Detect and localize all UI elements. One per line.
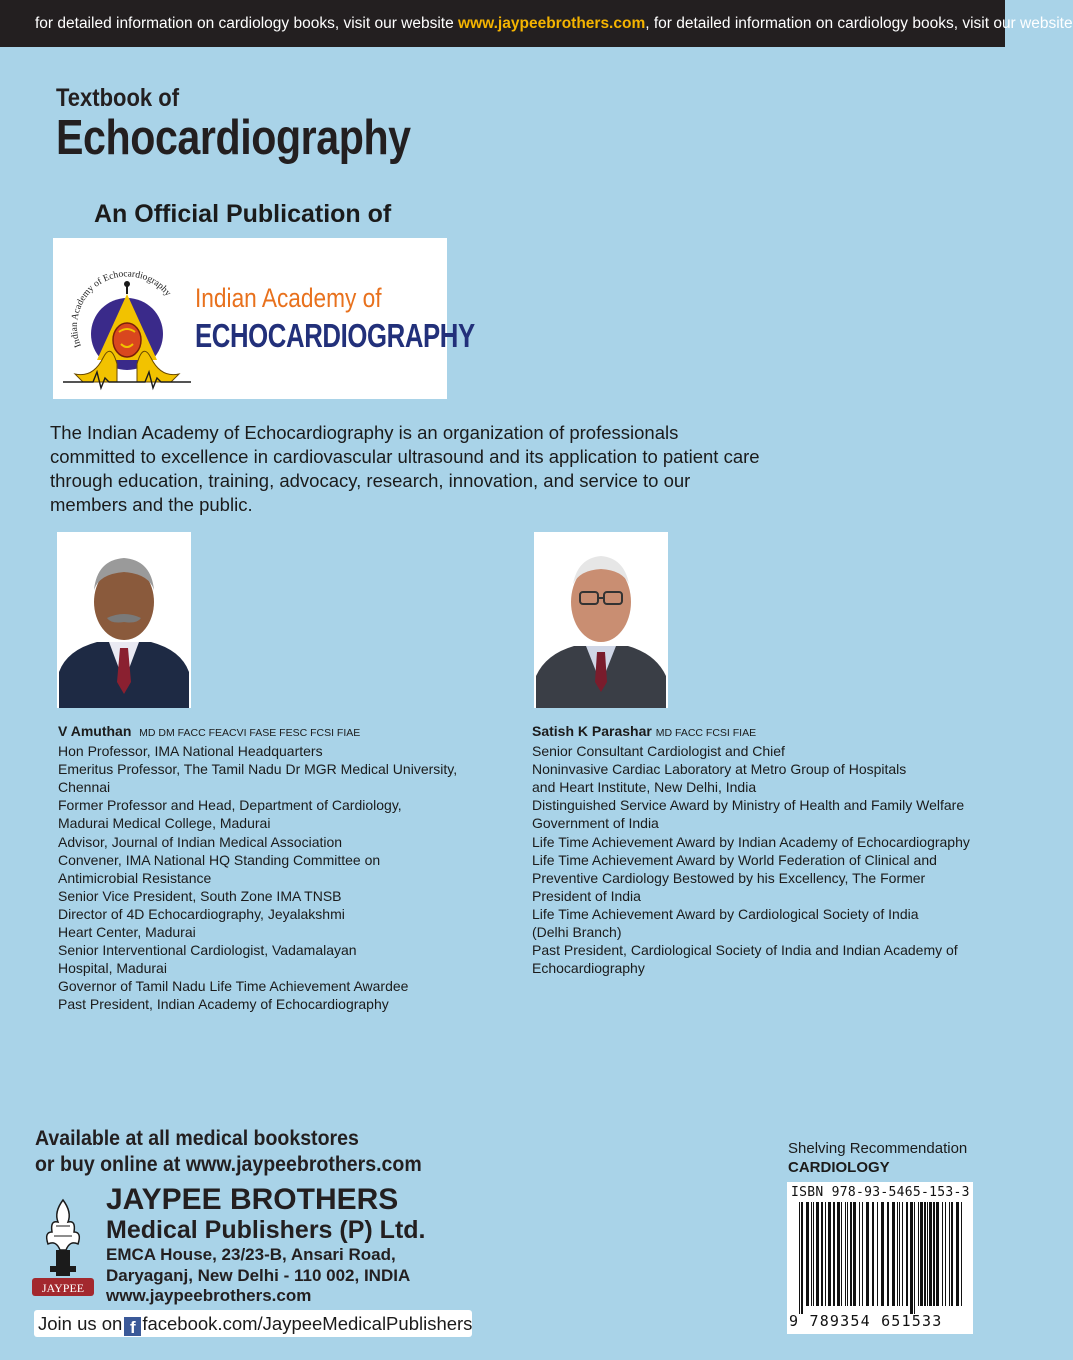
publisher-subtitle: Medical Publishers (P) Ltd.	[106, 1216, 426, 1244]
author-portrait-icon	[534, 532, 668, 708]
barcode-bar	[897, 1202, 898, 1306]
bio-line: Preventive Cardiology Bestowed by his Excellency, The Former	[532, 869, 926, 886]
banner-url[interactable]: www.jaypeebrothers.com	[458, 15, 646, 32]
bio-line: Senior Interventional Cardiologist, Vadamalayan	[58, 942, 357, 959]
author-photo-parashar	[534, 532, 668, 708]
availability-line: Available at all medical bookstores	[35, 1127, 359, 1150]
barcode-bar	[899, 1202, 900, 1306]
barcode-bar	[945, 1202, 946, 1306]
book-title: Echocardiography	[56, 111, 411, 165]
barcode-bar	[841, 1202, 842, 1306]
academy-emblem-icon	[63, 246, 191, 394]
bio-line: and Heart Institute, New Delhi, India	[532, 779, 757, 796]
book-title-prefix: Textbook of	[56, 84, 180, 112]
publisher-address-line: EMCA House, 23/23-B, Ansari Road,	[106, 1245, 396, 1264]
facebook-join-bar[interactable]	[34, 1310, 472, 1337]
bio-line: Director of 4D Echocardiography, Jeyalakshmi	[58, 905, 345, 922]
barcode-bar	[927, 1202, 928, 1306]
barcode-bar	[837, 1202, 840, 1306]
barcode-bar	[920, 1202, 923, 1306]
barcode-bar	[887, 1202, 889, 1306]
barcode-bar	[936, 1202, 939, 1306]
barcode-bar	[801, 1202, 803, 1314]
barcode-bar	[949, 1202, 950, 1306]
isbn-barcode	[787, 1182, 973, 1334]
barcode-bar	[847, 1202, 848, 1306]
barcode-bar	[877, 1202, 878, 1306]
bio-line: Chennai	[58, 779, 111, 796]
author-bio-parashar	[532, 722, 982, 977]
bio-line: President of India	[532, 887, 641, 904]
shelving-category: CARDIOLOGY	[788, 1159, 890, 1176]
banner-text-prefix: for detailed information on cardiology books, visit our website	[35, 15, 459, 32]
academy-description: The Indian Academy of Echocardiography is an organization of professionals committed to excellence in cardiovascular ultrasound and its application to patient care through education, training, advocacy, research, innovation, and service to our members and the public.	[50, 422, 760, 515]
bio-line: Heart Center, Madurai	[58, 924, 196, 941]
publisher-name: JAYPEE BROTHERS	[106, 1183, 399, 1216]
barcode-bar	[850, 1202, 852, 1306]
isbn-text: ISBN 978-93-5465-153-3	[791, 1185, 970, 1200]
facebook-url[interactable]: facebook.com/JaypeeMedicalPublishers	[142, 1313, 473, 1334]
official-publication-heading: An Official Publication of	[94, 200, 392, 228]
bio-line: Governor of Tamil Nadu Life Time Achievement Awardee	[58, 978, 409, 995]
logo-ring-text: Indian Academy of Echocardiography	[69, 269, 173, 349]
jaypee-logo-text: JAYPEE	[41, 1281, 85, 1295]
bio-line: Past President, Indian Academy of Echocardiography	[58, 996, 389, 1013]
bio-line: (Delhi Branch)	[532, 924, 622, 941]
bio-line: Senior Vice President, South Zone IMA TNSB	[58, 887, 342, 904]
join-prefix: Join us on	[38, 1313, 123, 1334]
bio-line: Advisor, Journal of Indian Medical Association	[58, 833, 343, 850]
barcode-bar	[866, 1202, 869, 1306]
bio-line: Convener, IMA National HQ Standing Committee on	[58, 851, 381, 868]
barcode-bar	[806, 1202, 809, 1306]
barcode-bar	[902, 1202, 903, 1306]
top-banner	[0, 0, 1073, 47]
barcode-bar	[821, 1202, 823, 1306]
bio-line: Antimicrobial Resistance	[58, 869, 212, 886]
publisher-block	[106, 1184, 426, 1307]
publisher-website[interactable]: www.jaypeebrothers.com	[106, 1286, 312, 1305]
barcode-bar	[933, 1202, 935, 1306]
barcode-bar	[833, 1202, 835, 1306]
bio-line: Emeritus Professor, The Tamil Nadu Dr MGR Medical University,	[58, 761, 458, 778]
barcode-bar	[961, 1202, 962, 1306]
author-bio-amuthan	[58, 722, 478, 1014]
bio-line: Echocardiography	[532, 960, 645, 977]
logo-academy-subject: ECHOCARDIOGRAPHY	[195, 317, 475, 354]
barcode-bar	[951, 1202, 953, 1306]
publisher-address-line: Daryaganj, New Delhi - 110 002, INDIA	[106, 1265, 411, 1285]
banner-text-suffix: , for detailed information on cardiology books, visit our website	[645, 15, 1073, 32]
bio-line: Former Professor and Head, Department of Cardiology,	[58, 797, 402, 814]
academy-logo	[53, 238, 475, 399]
barcode-bar	[813, 1202, 814, 1306]
barcode-bar	[816, 1202, 819, 1306]
bio-line: Past President, Cardiological Society of India and Indian Academy of	[532, 942, 958, 959]
shelving-recommendation	[788, 1139, 967, 1177]
barcode-bar	[892, 1202, 895, 1306]
jaypee-logo-icon	[30, 1196, 96, 1298]
facebook-icon: f	[124, 1317, 141, 1336]
bio-line: Distinguished Service Award by Ministry of Health and Family Welfare	[532, 797, 965, 814]
ean-number: 9 789354 651533	[789, 1312, 943, 1330]
bio-line: Hon Professor, IMA National Headquarters	[58, 743, 323, 760]
barcode-bar	[872, 1202, 874, 1306]
barcode-bar	[799, 1202, 800, 1314]
barcode-bar	[853, 1202, 856, 1306]
barcode-bar	[828, 1202, 831, 1306]
barcode-bar	[929, 1202, 932, 1306]
bio-line: Senior Consultant Cardiologist and Chief	[532, 743, 785, 760]
author-qualifications: MD FACC FCSI FIAE	[655, 727, 757, 739]
author-portrait-icon	[57, 532, 191, 708]
availability-notice	[35, 1126, 422, 1178]
barcode-bar	[910, 1202, 913, 1314]
availability-line: or buy online at www.jaypeebrothers.com	[35, 1153, 422, 1176]
barcode-bar	[956, 1202, 959, 1306]
barcode-bar	[881, 1202, 884, 1306]
barcode-bar	[918, 1202, 919, 1306]
bio-line: Life Time Achievement Award by Cardiological Society of India	[532, 905, 919, 922]
bio-line: Noninvasive Cardiac Laboratory at Metro Group of Hospitals	[532, 761, 907, 778]
barcode-bar	[942, 1202, 943, 1306]
bio-line: Hospital, Madurai	[58, 960, 167, 977]
barcode-bar	[924, 1202, 926, 1306]
bio-line: Government of India	[532, 815, 659, 832]
author-photo-amuthan	[57, 532, 191, 708]
barcode-bar	[914, 1202, 915, 1314]
barcode-bar	[811, 1202, 812, 1306]
barcode-bar	[862, 1202, 863, 1306]
barcode-bar	[859, 1202, 860, 1306]
logo-academy-name: Indian Academy of	[195, 283, 382, 313]
barcode-bar	[845, 1202, 846, 1306]
author-qualifications: MD DM FACC FEACVI FASE FESC FCSI FIAE	[139, 727, 361, 739]
author-name: V Amuthan	[58, 723, 132, 739]
bio-line: Life Time Achievement Award by Indian Academy of Echocardiography	[532, 833, 970, 850]
bio-line: Life Time Achievement Award by World Federation of Clinical and	[532, 851, 937, 868]
author-name: Satish K Parashar	[532, 723, 652, 739]
barcode-bar	[825, 1202, 826, 1306]
bio-line: Madurai Medical College, Madurai	[58, 815, 271, 832]
barcode-bar	[906, 1202, 908, 1306]
shelving-label: Shelving Recommendation	[788, 1140, 968, 1157]
